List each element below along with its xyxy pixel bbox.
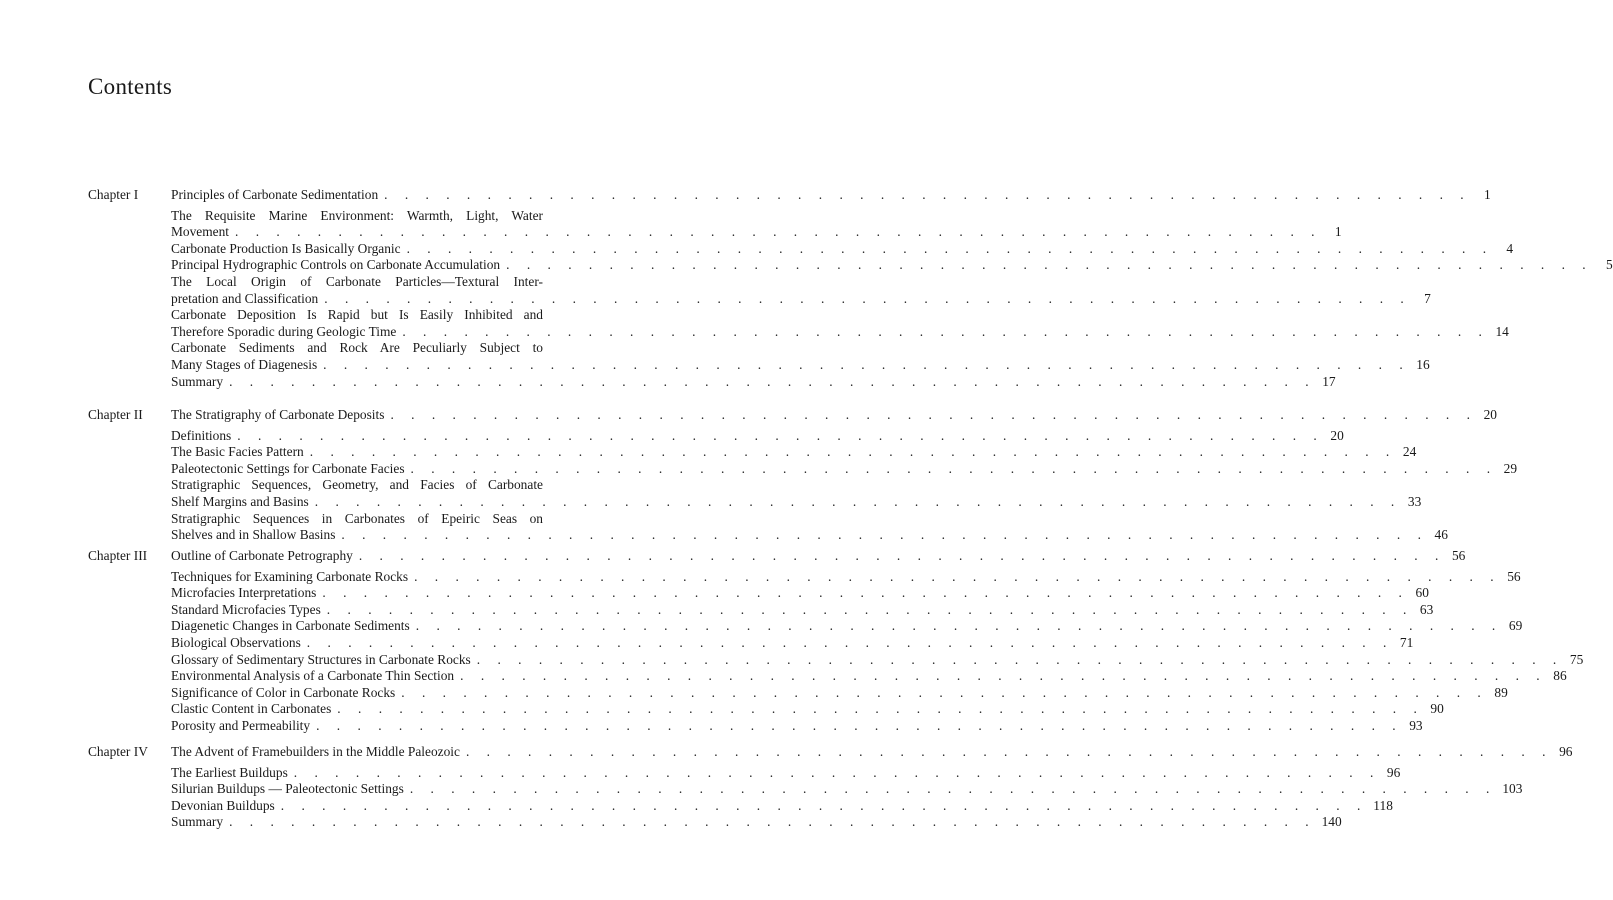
toc-entry[interactable]	[171, 618, 1523, 635]
dot-leader: . . . . . . . . . . . . . . . . . . . . . . . . . . . . . . . . . . . . . . . . . . . . . . . . . . . . .	[322, 585, 1409, 601]
toc-entry[interactable]	[171, 427, 1344, 445]
dot-leader: . . . . . . . . . . . . . . . . . . . . . . . . . . . . . . . . . . . . . . . . . . . . . . . . . . . . .	[237, 427, 1324, 443]
page-number: 103	[1502, 781, 1523, 797]
page-number: 7	[1424, 290, 1431, 306]
entry-title: The Basic Facies Pattern	[171, 444, 304, 460]
toc-entry[interactable]	[171, 585, 1429, 602]
toc-entry[interactable]	[171, 510, 1448, 544]
entry-title: Techniques for Examining Carbonate Rocks	[171, 568, 409, 584]
entry-title: Definitions	[171, 427, 232, 443]
toc-entry[interactable]	[171, 257, 1613, 274]
page-number: 75	[1569, 651, 1584, 667]
section-list	[171, 764, 1523, 831]
page-number: 96	[1559, 744, 1573, 759]
entry-title: Summary	[171, 814, 224, 830]
entry-title-first-line: The Local Origin of Carbonate Particles—Textural Inter-	[171, 273, 543, 289]
entry-title: Microfacies Interpretations	[171, 585, 317, 601]
dot-leader: . . . . . . . . . . . . . . . . . . . . . . . . . . . . . . . . . . . . . . . . . . . . . . . . . . . . .	[465, 744, 1553, 759]
toc-entry[interactable]	[171, 717, 1423, 735]
page-number: 14	[1495, 323, 1509, 339]
dot-leader: . . . . . . . . . . . . . . . . . . . . . . . . . . . . . . . . . . . . . . . . . . . . . . . . . . . . .	[229, 814, 1316, 830]
toc-entry[interactable]	[171, 373, 1336, 391]
chapter-label: Chapter IV	[88, 744, 148, 759]
page-number: 5	[1605, 257, 1613, 273]
page-number: 96	[1386, 764, 1401, 780]
page-number: 17	[1322, 373, 1336, 389]
chapter-label: Chapter III	[88, 548, 148, 563]
dot-leader: . . . . . . . . . . . . . . . . . . . . . . . . . . . . . . . . . . . . . . . . . . . . . . . . . . . . .	[415, 618, 1503, 634]
page-title: Contents	[88, 74, 173, 99]
entry-title: Significance of Color in Carbonate Rocks	[171, 684, 396, 700]
toc-entry[interactable]	[171, 651, 1584, 669]
entry-title: pretation and Classification	[171, 290, 319, 306]
toc-entry[interactable]	[171, 797, 1393, 815]
page-number: 56	[1507, 568, 1521, 584]
chapter-heading[interactable]	[88, 744, 1573, 761]
dot-leader: . . . . . . . . . . . . . . . . . . . . . . . . . . . . . . . . . . . . . . . . . . . . . . . . . . . . .	[229, 373, 1316, 389]
page-number: 140	[1321, 814, 1342, 830]
page-number: 16	[1416, 356, 1430, 372]
page-number: 60	[1415, 585, 1429, 601]
entry-title: Therefore Sporadic during Geologic Time	[171, 323, 397, 339]
dot-leader: . . . . . . . . . . . . . . . . . . . . . . . . . . . . . . . . . . . . . . . . . . . . . . . . . . . . .	[341, 527, 1428, 543]
page-number: 63	[1419, 601, 1434, 617]
toc-entry[interactable]	[171, 814, 1342, 831]
entry-title: Devonian Buildups	[171, 797, 275, 813]
entry-title: Glossary of Sedimentary Structures in Carbonate Rocks	[171, 651, 471, 667]
chapter-block	[88, 744, 1573, 831]
page-number: 1	[1483, 187, 1491, 202]
entry-title-first-line: The Requisite Marine Environment: Warmth, Light, Water	[171, 207, 543, 223]
toc-entry[interactable]	[171, 340, 1430, 373]
dot-leader: . . . . . . . . . . . . . . . . . . . . . . . . . . . . . . . . . . . . . . . . . . . . . . . . . . . . .	[506, 257, 1593, 273]
dot-leader: . . . . . . . . . . . . . . . . . . . . . . . . . . . . . . . . . . . . . . . . . . . . . . . . . . . . .	[324, 290, 1411, 306]
page-number: 20	[1330, 427, 1344, 443]
page-number: 56	[1451, 548, 1466, 563]
dot-leader: . . . . . . . . . . . . . . . . . . . . . . . . . . . . . . . . . . . . . . . . . . . . . . . . . . . . .	[402, 323, 1489, 339]
entry-title: Shelves and in Shallow Basins	[171, 527, 336, 543]
entry-title: Porosity and Permeability	[171, 717, 311, 733]
chapter-heading[interactable]	[88, 548, 1466, 565]
page-number: 20	[1483, 407, 1497, 422]
toc-entry[interactable]	[171, 568, 1521, 586]
dot-leader: . . . . . . . . . . . . . . . . . . . . . . . . . . . . . . . . . . . . . . . . . . . . . . . . . . . . .	[414, 568, 1501, 584]
dot-leader: . . . . . . . . . . . . . . . . . . . . . . . . . . . . . . . . . . . . . . . . . . . . . . . . . . . . .	[476, 651, 1564, 667]
dot-leader: . . . . . . . . . . . . . . . . . . . . . . . . . . . . . . . . . . . . . . . . . . . . . . . . . . . . .	[460, 668, 1547, 684]
page-number: 33	[1407, 493, 1422, 509]
toc-entry[interactable]	[171, 781, 1523, 798]
chapter-title: The Stratigraphy of Carbonate Deposits	[171, 407, 385, 422]
page-number: 24	[1402, 444, 1417, 460]
dot-leader: . . . . . . . . . . . . . . . . . . . . . . . . . . . . . . . . . . . . . . . . . . . . . . . . . . . . .	[280, 797, 1368, 813]
dot-leader: . . . . . . . . . . . . . . . . . . . . . . . . . . . . . . . . . . . . . . . . . . . . . . . . . . . . .	[314, 493, 1402, 509]
dot-leader: . . . . . . . . . . . . . . . . . . . . . . . . . . . . . . . . . . . . . . . . . . . . . . . . . . . . .	[337, 701, 1424, 717]
chapter-block	[88, 407, 1518, 544]
entry-title: Paleotectonic Settings for Carbonate Facies	[171, 460, 405, 476]
chapter-block	[88, 187, 1613, 390]
entry-title: Silurian Buildups — Paleotectonic Settings	[171, 781, 404, 797]
toc-entry[interactable]	[171, 601, 1434, 619]
chapter-title: Principles of Carbonate Sedimentation	[171, 187, 379, 202]
page-number: 71	[1399, 634, 1414, 650]
entry-title: Principal Hydrographic Controls on Carbonate Accumulation	[171, 257, 501, 273]
toc-entry[interactable]	[171, 444, 1417, 461]
page-number: 1	[1334, 224, 1342, 240]
chapter-block	[88, 548, 1584, 735]
chapter-label: Chapter I	[88, 187, 139, 202]
dot-leader: . . . . . . . . . . . . . . . . . . . . . . . . . . . . . . . . . . . . . . . . . . . . . . . . . . . . .	[401, 684, 1488, 700]
entry-title-first-line: Stratigraphic Sequences in Carbonates of Epeiric Seas on	[171, 510, 543, 526]
entry-title: Shelf Margins and Basins	[171, 493, 309, 509]
page-number: 89	[1494, 684, 1508, 700]
chapter-title: Outline of Carbonate Petrography	[171, 548, 353, 563]
dot-leader: . . . . . . . . . . . . . . . . . . . . . . . . . . . . . . . . . . . . . . . . . . . . . . . . . . . . .	[316, 717, 1403, 733]
page-number: 93	[1409, 717, 1423, 733]
page-number: 69	[1508, 618, 1523, 634]
toc-entry[interactable]	[171, 273, 1431, 307]
entry-title: Carbonate Production Is Basically Organic	[171, 240, 401, 256]
chapter-label: Chapter II	[88, 407, 143, 422]
page-number: 29	[1503, 460, 1518, 476]
dot-leader: . . . . . . . . . . . . . . . . . . . . . . . . . . . . . . . . . . . . . . . . . . . . . . . . . . . . .	[326, 601, 1414, 617]
toc-entry[interactable]	[171, 684, 1508, 702]
page-number: 4	[1506, 240, 1514, 256]
entry-title: Many Stages of Diagenesis	[171, 356, 318, 372]
toc-entry[interactable]	[171, 307, 1509, 340]
toc-entry[interactable]	[171, 207, 1342, 241]
section-list	[171, 568, 1584, 735]
dot-leader: . . . . . . . . . . . . . . . . . . . . . . . . . . . . . . . . . . . . . . . . . . . . . . . . . . . . .	[293, 764, 1381, 780]
entry-title-first-line: Carbonate Sediments and Rock Are Peculiarly Subject to	[171, 340, 543, 356]
dot-leader: . . . . . . . . . . . . . . . . . . . . . . . . . . . . . . . . . . . . . . . . . . . . . . . . . . . . .	[309, 444, 1397, 460]
toc-entry[interactable]	[171, 477, 1422, 510]
toc-entry[interactable]	[171, 240, 1514, 258]
chapter-heading[interactable]	[88, 407, 1497, 424]
entry-title: Standard Microfacies Types	[171, 601, 321, 617]
dot-leader: . . . . . . . . . . . . . . . . . . . . . . . . . . . . . . . . . . . . . . . . . . . . . . . . . . . . .	[384, 187, 1471, 202]
entry-title: Environmental Analysis of a Carbonate Thin Section	[171, 668, 455, 684]
toc-entry[interactable]	[171, 701, 1444, 718]
dot-leader: . . . . . . . . . . . . . . . . . . . . . . . . . . . . . . . . . . . . . . . . . . . . . . . . . . . . .	[390, 407, 1477, 422]
dot-leader: . . . . . . . . . . . . . . . . . . . . . . . . . . . . . . . . . . . . . . . . . . . . . . . . . . . . .	[409, 781, 1497, 797]
entry-title: Movement	[171, 224, 230, 240]
dot-leader: . . . . . . . . . . . . . . . . . . . . . . . . . . . . . . . . . . . . . . . . . . . . . . . . . . . . .	[306, 634, 1394, 650]
entry-title: Summary	[171, 373, 224, 389]
entry-title: Clastic Content in Carbonates	[171, 701, 332, 717]
dot-leader: . . . . . . . . . . . . . . . . . . . . . . . . . . . . . . . . . . . . . . . . . . . . . . . . . . . . .	[235, 224, 1322, 240]
dot-leader: . . . . . . . . . . . . . . . . . . . . . . . . . . . . . . . . . . . . . . . . . . . . . . . . . . . . .	[323, 356, 1410, 372]
toc-entry[interactable]	[171, 764, 1401, 782]
page-number: 86	[1553, 668, 1567, 684]
chapter-heading[interactable]	[88, 187, 1491, 204]
section-list	[171, 207, 1613, 391]
toc-entry[interactable]	[171, 634, 1414, 652]
toc-entry[interactable]	[171, 460, 1518, 478]
dot-leader: . . . . . . . . . . . . . . . . . . . . . . . . . . . . . . . . . . . . . . . . . . . . . . . . . . . . .	[406, 240, 1494, 256]
toc-entry[interactable]	[171, 668, 1567, 685]
entry-title: Biological Observations	[171, 634, 301, 650]
entry-title: The Earliest Buildups	[171, 764, 288, 780]
entry-title-first-line: Carbonate Deposition Is Rapid but Is Easily Inhibited and	[171, 307, 543, 323]
chapter-title: The Advent of Framebuilders in the Middle Paleozoic	[171, 744, 460, 759]
entry-title-first-line: Stratigraphic Sequences, Geometry, and Facies of Carbonate	[171, 477, 543, 493]
page-number: 46	[1434, 527, 1448, 543]
dot-leader: . . . . . . . . . . . . . . . . . . . . . . . . . . . . . . . . . . . . . . . . . . . . . . . . . . . . .	[358, 548, 1446, 563]
page-number: 90	[1430, 701, 1444, 717]
entry-title: Diagenetic Changes in Carbonate Sediments	[171, 618, 410, 634]
page-number: 118	[1373, 797, 1393, 813]
section-list	[171, 427, 1518, 544]
dot-leader: . . . . . . . . . . . . . . . . . . . . . . . . . . . . . . . . . . . . . . . . . . . . . . . . . . . . .	[410, 460, 1498, 476]
